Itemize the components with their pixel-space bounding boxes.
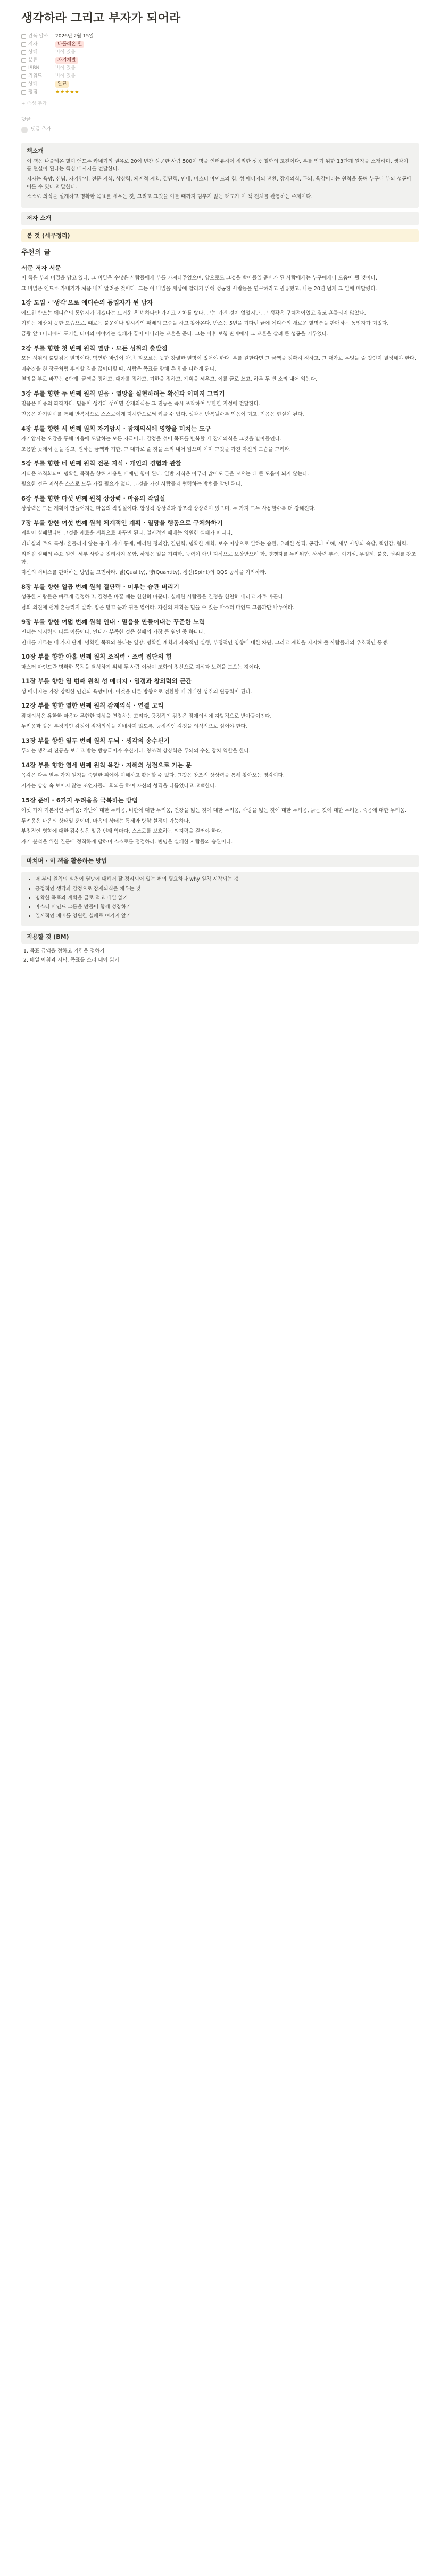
- chapter-list: [21, 298, 419, 846]
- property-value-text: 2026년 2월 15일: [55, 33, 94, 39]
- closing-list: [27, 876, 413, 920]
- chapter-paragraph: 자기암시는 오감을 통해 마음에 도달하는 모든 자극이다. 감정을 섞어 목표를 반복할 때 잠재의식은 그것을 받아들인다.: [21, 436, 281, 442]
- chapter-heading: 13장 부를 향한 열두 번째 원칙 두뇌 · 생각의 송수신기: [21, 736, 170, 744]
- preface-paragraph: 이 책은 부의 비밀을 담고 있다. 그 비밀은 수많은 사람들에게 부를 가져다주었으며, 앞으로도 그것을 받아들일 준비가 된 사람에게는 누구에게나 도움이 될 것이다.: [21, 275, 377, 281]
- chapter-paragraph: 두려움과 같은 부정적인 감정이 잠재의식을 지배하지 않도록, 긍정적인 감정을 의식적으로 심어야 한다.: [21, 724, 247, 730]
- property-value[interactable]: [55, 33, 94, 40]
- property-key: [21, 33, 55, 40]
- property-value[interactable]: [55, 41, 86, 48]
- chapter-paragraph: 리더십의 주요 특성: 흔들리지 않는 용기, 자기 통제, 예리한 정의감, 결단력, 명확한 계획, 보수 이상으로 일하는 습관, 유쾌한 성격, 공감과 이해, 세부 사항의 숙달, 책임감, 협력.: [21, 541, 408, 547]
- preface-heading: 서문 저자 서문: [21, 264, 61, 272]
- property-icon: [21, 74, 26, 79]
- property-icon: [21, 90, 26, 95]
- property-key-label: 저자: [28, 41, 38, 47]
- property-value[interactable]: [55, 49, 76, 56]
- property-row[interactable]: [21, 48, 419, 56]
- property-key: [21, 41, 55, 48]
- preface-paragraph: 그 비밀은 앤드루 카네기가 처음 내게 알려준 것이다. 그는 이 비밀을 세상에 알리기 위해 성공한 사람들을 연구하라고 권유했고, 나는 20년 넘게 그 일에 매달렸다.: [21, 285, 377, 292]
- property-icon: [21, 42, 26, 47]
- add-property-button[interactable]: + 속성 추가: [21, 101, 47, 106]
- chapter-heading: 7장 부를 향한 여섯 번째 원칙 체계적인 계획 · 열망을 행동으로 구체화하기: [21, 519, 223, 527]
- page-title: 생각하라 그리고 부자가 되어라: [21, 12, 181, 25]
- chapter-paragraph: 금광 앞 1미터에서 포기한 더비의 이야기는 실패가 끝이 아니라는 교훈을 준다. 그는 이후 보험 판매에서 그 교훈을 살려 큰 성공을 거두었다.: [21, 331, 329, 337]
- comment-placeholder: 댓글 추가: [31, 127, 51, 133]
- property-key: [21, 49, 55, 56]
- callout-paragraph: 저자는 욕망, 신념, 자기암시, 전문 지식, 상상력, 체계적 계획, 결단력, 인내, 마스터 마인드의 힘, 성 에너지의 전환, 잠재의식, 두뇌, 육감이라는 원칙을 통해 누구나 부와 성공에 이를 수 있다고 말한다.: [27, 176, 412, 190]
- section-apply[interactable]: 적용할 것 (BM): [21, 931, 419, 944]
- property-key: [21, 73, 55, 80]
- chapter-heading: 2장 부를 향한 첫 번째 원칙 열망 · 모든 성취의 출발점: [21, 344, 168, 352]
- closing-list-item: • 명확한 목표와 계획을 글로 적고 매일 읽기: [35, 895, 413, 902]
- chapter-paragraph: 믿음은 마음의 화학자다. 믿음이 생각과 섞이면 잠재의식은 그 진동을 즉시 포착하여 무한한 지성에 전달한다.: [21, 401, 261, 407]
- chapter-paragraph: 자신의 서비스를 판매하는 방법을 고민하라. 질(Quality), 양(Quantity), 정신(Spirit)의 QQS 공식을 기억하라.: [21, 570, 267, 576]
- chapter-paragraph: 남의 의견에 쉽게 흔들리지 말라. 입은 닫고 눈과 귀를 열어라. 자신의 계획은 믿을 수 있는 마스터 마인드 그룹과만 나누어라.: [21, 604, 295, 611]
- property-list: [21, 32, 419, 96]
- section-author[interactable]: 저자 소개: [21, 212, 419, 225]
- chapter-paragraph: 열망을 부로 바꾸는 6단계: 금액을 정하고, 대가를 정하고, 기한을 정하고, 계획을 세우고, 이를 글로 쓰고, 하루 두 번 소리 내어 읽는다.: [21, 376, 317, 383]
- property-value-text: 비어 있음: [55, 49, 76, 55]
- chapter-paragraph: 육감은 다른 열두 가지 원칙을 숙달한 뒤에야 이해하고 활용할 수 있다. 그것은 창조적 상상력을 통해 찾아오는 영감이다.: [21, 773, 285, 779]
- chapter-paragraph: 필요한 전문 지식은 스스로 모두 가질 필요가 없다. 그것을 가진 사람들과 협력하는 방법을 알면 된다.: [21, 481, 243, 488]
- chapter-heading: 6장 부를 향한 다섯 번째 원칙 상상력 · 마음의 작업실: [21, 495, 165, 503]
- callout-title: 책소개: [27, 147, 44, 154]
- comment-input[interactable]: [21, 125, 419, 135]
- callout-paragraph: 스스로 의식을 설계하고 명확한 목표를 세우는 것, 그리고 그것을 이룰 때까지 멈추지 않는 태도가 이 책 전체를 관통하는 주제이다.: [27, 194, 313, 200]
- property-key-label: 상태: [28, 49, 38, 55]
- closing-list-item: • 매 부의 원칙의 실천이 열망에 대해서 잘 정리되어 있는 편의 필요하다 why 원칙 시작되는 것: [35, 876, 413, 883]
- property-value-text: ★★★★★: [55, 89, 80, 95]
- property-icon: [21, 50, 26, 55]
- property-row[interactable]: [21, 32, 419, 40]
- chapter-paragraph: 두려움은 마음의 상태일 뿐이며, 마음의 상태는 통제와 방향 설정이 가능하다.: [21, 818, 190, 824]
- chapter-heading: 4장 부를 향한 세 번째 원칙 자기암시 · 잠재의식에 영향을 미치는 도구: [21, 424, 211, 432]
- avatar: [21, 127, 28, 133]
- property-key-label: ISBN: [28, 65, 40, 71]
- property-row[interactable]: [21, 80, 419, 88]
- chapter-paragraph: 여섯 가지 기본적인 두려움: 가난에 대한 두려움, 비판에 대한 두려움, 건강을 잃는 것에 대한 두려움, 사랑을 잃는 것에 대한 두려움, 늙는 것에 대한 두려움, 죽음에 대한 두려움.: [21, 807, 406, 814]
- closing-list-item: • 마스터 마인드 그룹을 만들어 함께 성장하기: [35, 904, 413, 911]
- chapter-paragraph: 상상력은 모든 계획이 만들어지는 마음의 작업실이다. 합성적 상상력과 창조적 상상력이 있으며, 두 가지 모두 사용할수록 더 강해진다.: [21, 506, 316, 512]
- chapter-paragraph: 모든 성취의 출발점은 열망이다. 막연한 바람이 아닌, 타오르는 듯한 강렬한 열망이 있어야 한다. 부를 원한다면 그 금액을 정확히 정하고, 그 대가로 무엇을 줄 것인지 결정해야 한다.: [21, 355, 417, 362]
- property-value[interactable]: [55, 65, 76, 72]
- property-value-text: 나폴레온 힐: [55, 41, 84, 48]
- chapter-paragraph: 성공한 사람들은 빠르게 결정하고, 결정을 바꿀 때는 천천히 바꾼다. 실패한 사람들은 결정을 천천히 내리고 자주 바꾼다.: [21, 594, 285, 601]
- property-key-label: 완독 날짜: [28, 33, 48, 39]
- page: [0, 0, 440, 988]
- property-value[interactable]: [55, 89, 79, 96]
- property-value[interactable]: [55, 81, 71, 88]
- apply-list-item: 1. 목표 금액을 정하고 기한을 정하기: [30, 948, 419, 955]
- property-value-text: 자기계발: [55, 57, 78, 64]
- apply-list: [21, 948, 419, 965]
- property-key-label: 키워드: [28, 73, 43, 79]
- property-icon: [21, 82, 26, 87]
- chapter-paragraph: 믿음은 자기암시를 통해 반복적으로 스스로에게 지시함으로써 키울 수 있다. 생각은 반복될수록 믿음이 되고, 믿음은 현실이 된다.: [21, 412, 304, 418]
- chapter-heading: 14장 부를 향한 열세 번째 원칙 육감 · 지혜의 성전으로 가는 문: [21, 761, 192, 769]
- closing-list-item: • 일시적인 패배를 영원한 실패로 여기지 않기: [35, 913, 413, 920]
- chapter-paragraph: 배수진을 친 장군처럼 후퇴할 길을 끊어버릴 때, 사람은 목표를 향해 온 힘을 다하게 된다.: [21, 366, 217, 372]
- chapter-heading: 9장 부를 향한 여덟 번째 원칙 인내 · 믿음을 만들어내는 꾸준한 노력: [21, 618, 205, 626]
- property-row[interactable]: [21, 64, 419, 72]
- property-icon: [21, 66, 26, 71]
- property-key: [21, 57, 55, 64]
- property-value-text: 비어 있음: [55, 65, 76, 71]
- chapter-heading: 3장 부를 향한 두 번째 원칙 믿음 · 열망을 실현하려는 확신과 이미지 그리기: [21, 390, 225, 398]
- property-row[interactable]: [21, 40, 419, 48]
- chapter-heading: 1장 도입 · '생각'으로 에디슨의 동업자가 된 남자: [21, 299, 153, 307]
- chapter-paragraph: 에드윈 반스는 에디슨의 동업자가 되겠다는 뜨거운 욕망 하나만 가지고 기차를 탔다. 그는 가진 것이 없었지만, 그 생각은 구체적이었고 결코 흔들리지 않았다.: [21, 310, 366, 316]
- chapter-paragraph: 계획이 실패했다면 그것을 새로운 계획으로 바꾸면 된다. 일시적인 패배는 영원한 실패가 아니다.: [21, 530, 233, 537]
- callout-paragraph: 이 책은 나폴레온 힐이 앤드루 카네기의 권유로 20여 년간 성공한 사람 500여 명을 인터뷰하여 정리한 성공 철학의 고전이다. 부를 얻기 위한 13단계 원칙을 소개하며, 생각이 곧 현실이 된다는 핵심 메시지를 전달한다.: [27, 158, 409, 173]
- chapter-paragraph: 잠재의식은 유한한 마음과 무한한 지성을 연결하는 고리다. 긍정적인 감정은 잠재의식에 자발적으로 받아들여진다.: [21, 713, 272, 719]
- comments-label: 댓글: [21, 117, 31, 123]
- property-row[interactable]: [21, 56, 419, 64]
- property-icon: [21, 58, 26, 63]
- chapter-paragraph: 인내를 기르는 네 가지 단계: 명확한 목표와 불타는 열망, 명확한 계획과 지속적인 실행, 부정적인 영향에 대한 차단, 그리고 계획을 지지해 줄 사람들과의 우호적인 동맹.: [21, 639, 389, 646]
- chapter-paragraph: 인내는 의지력의 다른 이름이다. 인내가 부족한 것은 실패의 가장 큰 원인 중 하나다.: [21, 629, 205, 635]
- chapter-paragraph: 리더십 실패의 주요 원인: 세부 사항을 정리하지 못함, 하찮은 일을 기피함, 능력이 아닌 지식으로 보상받으려 함, 경쟁자를 두려워함, 상상력 부족, 이기심, 무절제, 불충, 권위를 강조함.: [21, 551, 417, 565]
- chapter-heading: 10장 부를 향한 아홉 번째 원칙 조직력 · 조력 집단의 힘: [21, 653, 172, 661]
- section-body[interactable]: 본 것 (세부정리): [21, 229, 419, 243]
- chapter-heading: 8장 부를 향한 일곱 번째 원칙 결단력 · 미루는 습관 버리기: [21, 583, 179, 590]
- property-key-label: 분류: [28, 57, 38, 63]
- property-key: [21, 81, 55, 88]
- chapter-paragraph: 기회는 예상치 못한 모습으로, 때로는 불운이나 일시적인 패배의 모습을 하고 찾아온다. 반스는 5년을 기다린 끝에 에디슨의 새로운 발명품을 판매하는 동업자가 되었다.: [21, 321, 389, 327]
- chapter-heading: 12장 부를 향한 열한 번째 원칙 잠재의식 · 연결 고리: [21, 702, 164, 710]
- property-key-label: 상태: [28, 81, 38, 87]
- chapter-paragraph: 성 에너지는 가장 강력한 인간의 욕망이며, 이것을 다른 방향으로 전환할 때 위대한 성취의 원동력이 된다.: [21, 688, 252, 695]
- apply-list-item: 2. 매일 아침과 저녁, 목표를 소리 내어 읽기: [30, 957, 419, 964]
- property-value-text: 완료: [55, 81, 69, 88]
- chapter-paragraph: 조용한 곳에서 눈을 감고, 원하는 금액과 기한, 그 대가로 줄 것을 소리 내어 읽으며 이미 그것을 가진 자신의 모습을 그려라.: [21, 446, 291, 453]
- property-key: [21, 65, 55, 72]
- property-row[interactable]: [21, 88, 419, 96]
- chapter-paragraph: 두뇌는 생각의 진동을 보내고 받는 방송국이자 수신기다. 창조적 상상력은 두뇌의 수신 장치 역할을 한다.: [21, 748, 251, 754]
- chapter-paragraph: 지식은 조직화되어 명확한 목적을 향해 사용될 때에만 힘이 된다. 일반 지식은 아무리 많아도 돈을 모으는 데 큰 도움이 되지 않는다.: [21, 471, 309, 477]
- property-value-text: 비어 있음: [55, 73, 76, 79]
- section-closing[interactable]: 마치며 · 이 책을 활용하는 방법: [21, 855, 419, 868]
- chapter-heading: 15장 준비 · 6가지 두려움을 극복하는 방법: [21, 796, 138, 804]
- property-value[interactable]: [55, 73, 76, 80]
- property-icon: [21, 34, 26, 39]
- chapter-heading: 11장 부를 향한 열 번째 원칙 성 에너지 · 열정과 창의력의 근간: [21, 677, 192, 685]
- chapter-paragraph: 마스터 마인드란 명확한 목적을 달성하기 위해 두 사람 이상이 조화의 정신으로 지식과 노력을 모으는 것이다.: [21, 664, 261, 670]
- property-row[interactable]: [21, 72, 419, 80]
- closing-callout: [21, 872, 419, 926]
- property-key: [21, 89, 55, 96]
- recommend-heading: 추천의 글: [21, 249, 51, 257]
- chapter-heading: 5장 부를 향한 네 번째 원칙 전문 지식 · 개인의 경험과 관찰: [21, 460, 181, 467]
- chapter-paragraph: 저자는 상상 속 보이지 않는 조언자들과 회의를 하며 자신의 성격을 다듬었다고 고백한다.: [21, 783, 217, 789]
- add-property-label: 속성 추가: [27, 101, 47, 106]
- property-value[interactable]: [55, 57, 80, 64]
- closing-list-item: • 긍정적인 생각과 감정으로 잠재의식을 채우는 것: [35, 885, 413, 893]
- property-key-label: 평점: [28, 89, 38, 95]
- book-intro-callout: [21, 143, 419, 208]
- chapter-paragraph: 부정적인 영향에 대한 감수성은 일곱 번째 악마다. 스스로를 보호하는 의지력을 길러야 한다.: [21, 828, 223, 835]
- chapter-paragraph: 자기 분석을 위한 질문에 정직하게 답하며 스스로를 점검하라. 변명은 실패한 사람들의 습관이다.: [21, 839, 233, 846]
